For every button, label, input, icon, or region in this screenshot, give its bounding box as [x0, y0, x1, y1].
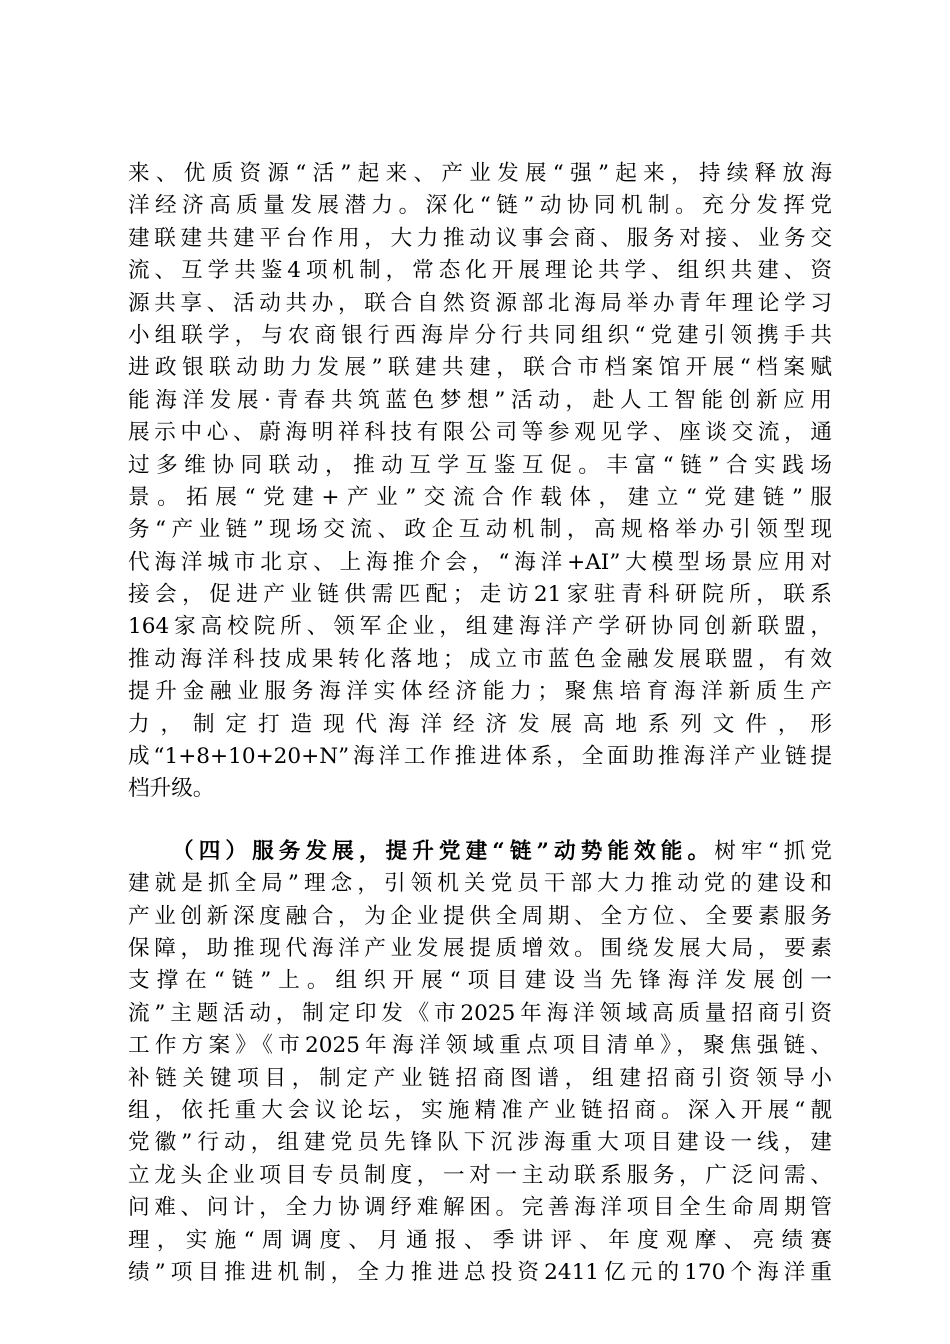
paragraph-2-line: 党徽”行动，组建党员先锋队下沉涉海重大项目建设一线，建 — [128, 1130, 832, 1156]
paragraph-1-line: 推动海洋科技成果转化落地；成立市蓝色金融发展联盟，有效 — [128, 646, 832, 672]
paragraph-2-line: 产业创新深度融合，为企业提供全周期、全方位、全要素服务 — [128, 903, 832, 929]
paragraph-2-line: 工作方案》《市2025年海洋领域重点项目清单》，聚焦强链、 — [128, 1033, 832, 1059]
paragraph-1-line: 过多维协同联动，推动互学互鉴互促。丰富“链”合实践场 — [128, 452, 832, 478]
paragraph-2-first-line — [128, 836, 832, 868]
paragraph-1-line: 源共享、活动共办，联合自然资源部北海局举办青年理论学习 — [128, 290, 832, 316]
paragraph-1-line: 来、优质资源“活”起来、产业发展“强”起来，持续释放海 — [128, 161, 832, 186]
paragraph-gap — [128, 806, 832, 836]
paragraph-1-line: 展示中心、蔚海明祥科技有限公司等参观见学、座谈交流，通 — [128, 420, 832, 446]
paragraph-1-line: 小组联学，与农商银行西海岸分行共同组织“党建引领携手共 — [128, 322, 832, 348]
paragraph-1-line: 进政银联动助力发展”联建共建，联合市档案馆开展“档案赋 — [128, 355, 832, 381]
paragraph-2-line: 问难、问计，全力协调纾难解困。完善海洋项目全生命周期管 — [128, 1195, 832, 1221]
paragraph-1-line: 景。拓展“党建+产业”交流合作载体，建立“党建链”服 — [128, 484, 832, 510]
paragraph-1-line: 提升金融业服务海洋实体经济能力；聚焦培育海洋新质生产 — [128, 679, 832, 705]
paragraph-2-line: 理，实施“周调度、月通报、季讲评、年度观摩、亮绩赛 — [128, 1227, 832, 1253]
paragraph-1-line: 力，制定打造现代海洋经济发展高地系列文件，形 — [128, 711, 832, 737]
paragraph-1-line: 能海洋发展·青春共筑蓝色梦想”活动，赴人工智能创新应用 — [128, 387, 832, 413]
paragraph-2-line: 保障，助推现代海洋产业发展提质增效。围绕发展大局，要素 — [128, 935, 832, 961]
paragraph-1-line: 164家高校院所、领军企业，组建海洋产学研协同创新联盟， — [128, 614, 832, 640]
paragraph-2-line: 建就是抓全局”理念，引领机关党员干部大力推动党的建设和 — [128, 871, 832, 897]
paragraph-2-line: 立龙头企业项目专员制度，一对一主动联系服务，广泛问需、 — [128, 1162, 832, 1188]
paragraph-1-line: 档升级。 — [128, 776, 215, 802]
document-page — [128, 158, 832, 1289]
paragraph-2-line: 组，依托重大会议论坛，实施精准产业链招商。深入开展“靓 — [128, 1097, 832, 1123]
paragraph-2-line: 绩”项目推进机制，全力推进总投资2411亿元的170个海洋重 — [128, 1259, 832, 1285]
paragraph-1-line: 洋经济高质量发展潜力。深化“链”动协同机制。充分发挥党 — [128, 193, 832, 219]
paragraph-2-first-line-rest: 树牢“抓党 — [714, 838, 832, 864]
paragraph-2 — [128, 836, 832, 1289]
paragraph-1 — [128, 158, 832, 806]
paragraph-2-line: 流”主题活动，制定印发《市2025年海洋领域高质量招商引资 — [128, 1000, 832, 1026]
paragraph-1-line: 务“产业链”现场交流、政企互动机制，高规格举办引领型现 — [128, 517, 832, 543]
paragraph-1-line: 代海洋城市北京、上海推介会，“海洋+AI”大模型场景应用对 — [128, 549, 832, 575]
paragraph-1-line: 接会，促进产业链供需匹配；走访21家驻青科研院所，联系 — [128, 582, 832, 608]
paragraph-2-line: 支撑在“链”上。组织开展“项目建设当先锋海洋发展创一 — [128, 968, 832, 994]
paragraph-1-line: 流、互学共鉴4项机制，常态化开展理论共学、组织共建、资 — [128, 258, 832, 284]
paragraph-1-line: 建联建共建平台作用，大力推动议事会商、服务对接、业务交 — [128, 225, 832, 251]
paragraph-1-line: 成“1+8+10+20+N”海洋工作推进体系，全面助推海洋产业链提 — [128, 744, 832, 770]
section-heading: （四）服务发展，提升党建“链”动势能效能。 — [172, 838, 715, 864]
paragraph-2-line: 补链关键项目，制定产业链招商图谱，组建招商引资领导小 — [128, 1065, 832, 1091]
